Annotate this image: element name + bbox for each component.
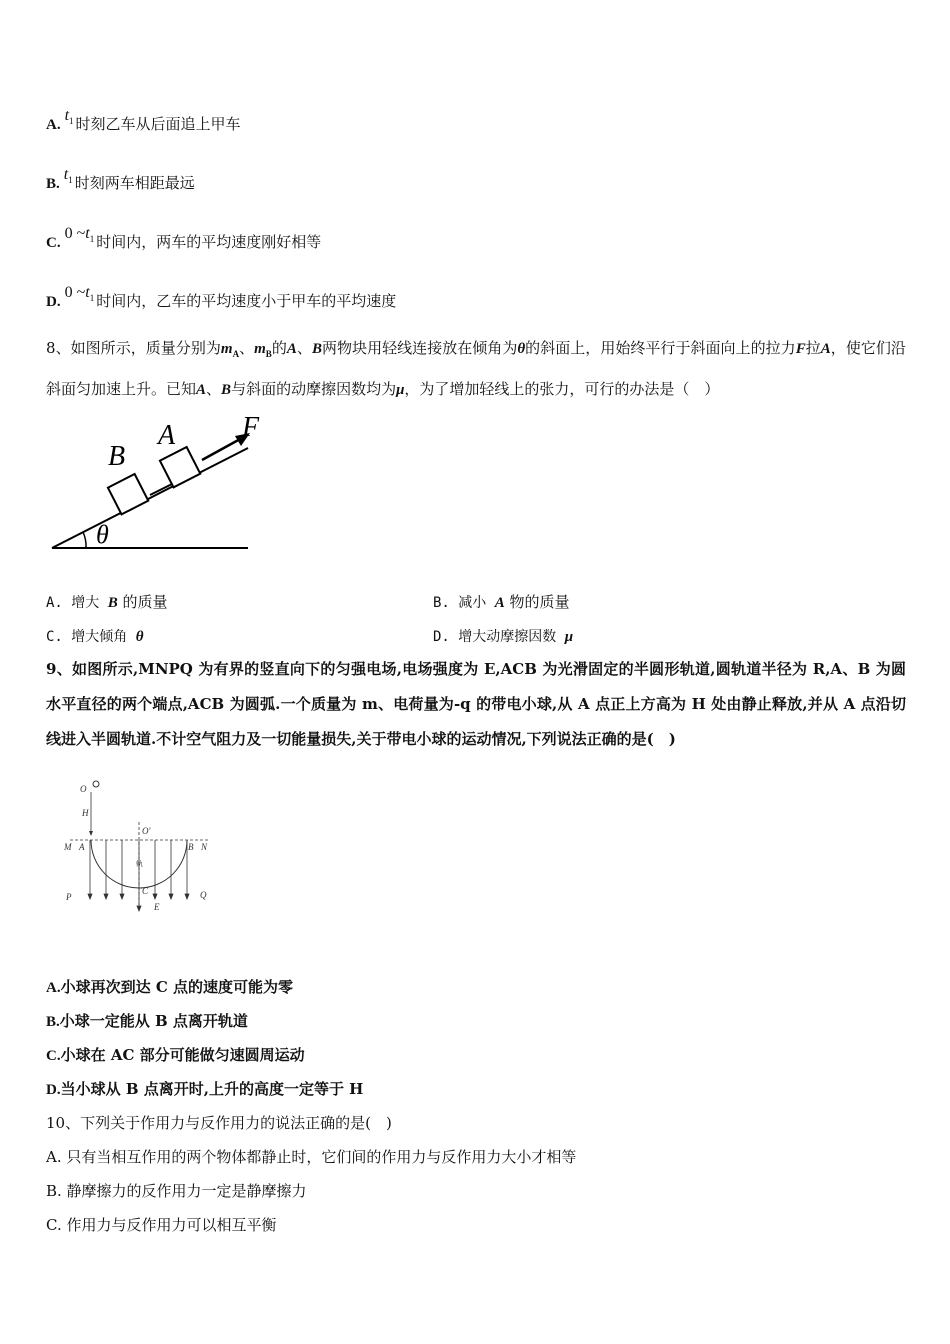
q7-option-b (46, 166, 195, 199)
label-f: F (242, 412, 260, 443)
math-t: t (85, 225, 90, 242)
q8-mA: $m_A$ (220, 341, 240, 359)
q8-mB: $m_B$ (254, 341, 272, 359)
force-arrow (202, 438, 242, 460)
q9-field-figure (60, 776, 220, 916)
label-m: M (64, 842, 72, 852)
q7-option-a (46, 107, 241, 140)
q9-option-b: B.小球一定能从 B 点离开轨道 (46, 1012, 248, 1030)
label-e: E (154, 902, 160, 912)
math-sub: 1 (68, 175, 73, 186)
math-sub: 1 (69, 116, 74, 127)
drop-arrow (89, 831, 93, 836)
math-sub: 1 (89, 293, 95, 304)
math-t: t (63, 166, 69, 183)
option-text: 时刻乙车从后面追上甲车 (75, 115, 241, 133)
q9-option-c: C.小球在 AC 部分可能做匀速圆周运动 (46, 1046, 305, 1064)
option-letter: D. (46, 294, 61, 310)
q10-option-c: C. 作用力与反作用力可以相互平衡 (46, 1216, 277, 1234)
math-t: t (85, 284, 90, 301)
q10-option-a: A. 只有当相互作用的两个物体都静止时，它们间的作用力与反作用力大小才相等 (46, 1148, 577, 1166)
q8-number: 8、 (46, 339, 71, 357)
ball (93, 781, 99, 787)
option-text: 时间内，乙车的平均速度小于甲车的平均速度 (96, 292, 397, 310)
label-h: H (82, 808, 89, 818)
block-a (160, 447, 200, 487)
q8-option-c: C. 增大倾角 θ (46, 629, 144, 645)
math-t: t (64, 107, 70, 124)
option-text: 时刻两车相距最远 (74, 174, 195, 192)
label-p: P (66, 892, 72, 902)
label-b: B (188, 842, 194, 852)
q8-option-a: A. 增大 B 的质量 (46, 593, 168, 611)
q8-option-b: B. 减小 A 物的质量 (433, 593, 570, 611)
incline-line (52, 448, 248, 548)
q8-stem: 8、如图所示，质量分别为$m_A$、$m_B$的A、B两物块用轻线连接放在倾角为θ的斜面上，用始终平行于斜面向上的拉力F拉A，使它们沿斜面匀加速上升。已知A、B与斜面的动摩擦因数均为μ，为了增加轻线上的张力，可行的办法是（ ） (46, 339, 906, 398)
label-o-prime: O' (142, 826, 151, 836)
math-prefix: 0 ~ (64, 225, 86, 242)
label-b: B (108, 441, 126, 472)
label-a: A (158, 420, 176, 451)
q8-text: 如图所示，质量分别为 (70, 339, 221, 357)
label-n: N (201, 842, 208, 852)
q10-stem: 10、下列关于作用力与反作用力的说法正确的是( ) (46, 1114, 392, 1132)
label-c: C (142, 886, 149, 896)
q8-option-d: D. 增大动摩擦因数 μ (433, 629, 574, 645)
option-letter: A. (46, 117, 61, 133)
option-text: 时间内，两车的平均速度刚好相等 (96, 233, 322, 251)
q7-option-d (46, 284, 397, 317)
label-theta: θ (96, 520, 109, 549)
label-o: O (80, 784, 87, 794)
math-prefix: 0 ~ (64, 284, 86, 301)
q9-option-a: A.小球再次到达 C 点的速度可能为零 (46, 978, 293, 996)
q7-option-c (46, 225, 322, 258)
q10-option-b: B. 静摩擦力的反作用力一定是静摩擦力 (46, 1182, 307, 1200)
option-letter: B. (46, 176, 60, 192)
label-inner: 轨 (136, 860, 143, 868)
q9-stem: 9、如图所示,MNPQ 为有界的竖直向下的匀强电场,电场强度为 E,ACB 为光滑固定的半圆形轨道,圆轨道半径为 R,A、B 为圆水平直径的两个端点,ACB 为圆弧.一个质量为 m、电荷量为-q 的带电小球,从 A 点正上方高为 H 处由静止释放,并从 A 点沿切线进入半圆轨道.不计空气阻力及一切能量损失,关于带电小球的运动情况,下列说法正确的是( ) (46, 660, 906, 748)
q9-option-d: D.当小球从 B 点离开时,上升的高度一定等于 H (46, 1080, 364, 1098)
option-letter: C. (46, 235, 61, 251)
math-sub: 1 (89, 234, 95, 245)
angle-arc (83, 532, 86, 548)
label-q: Q (200, 890, 207, 900)
label-a: A (79, 842, 85, 852)
q8-incline-figure (46, 410, 276, 560)
block-b (108, 474, 148, 514)
